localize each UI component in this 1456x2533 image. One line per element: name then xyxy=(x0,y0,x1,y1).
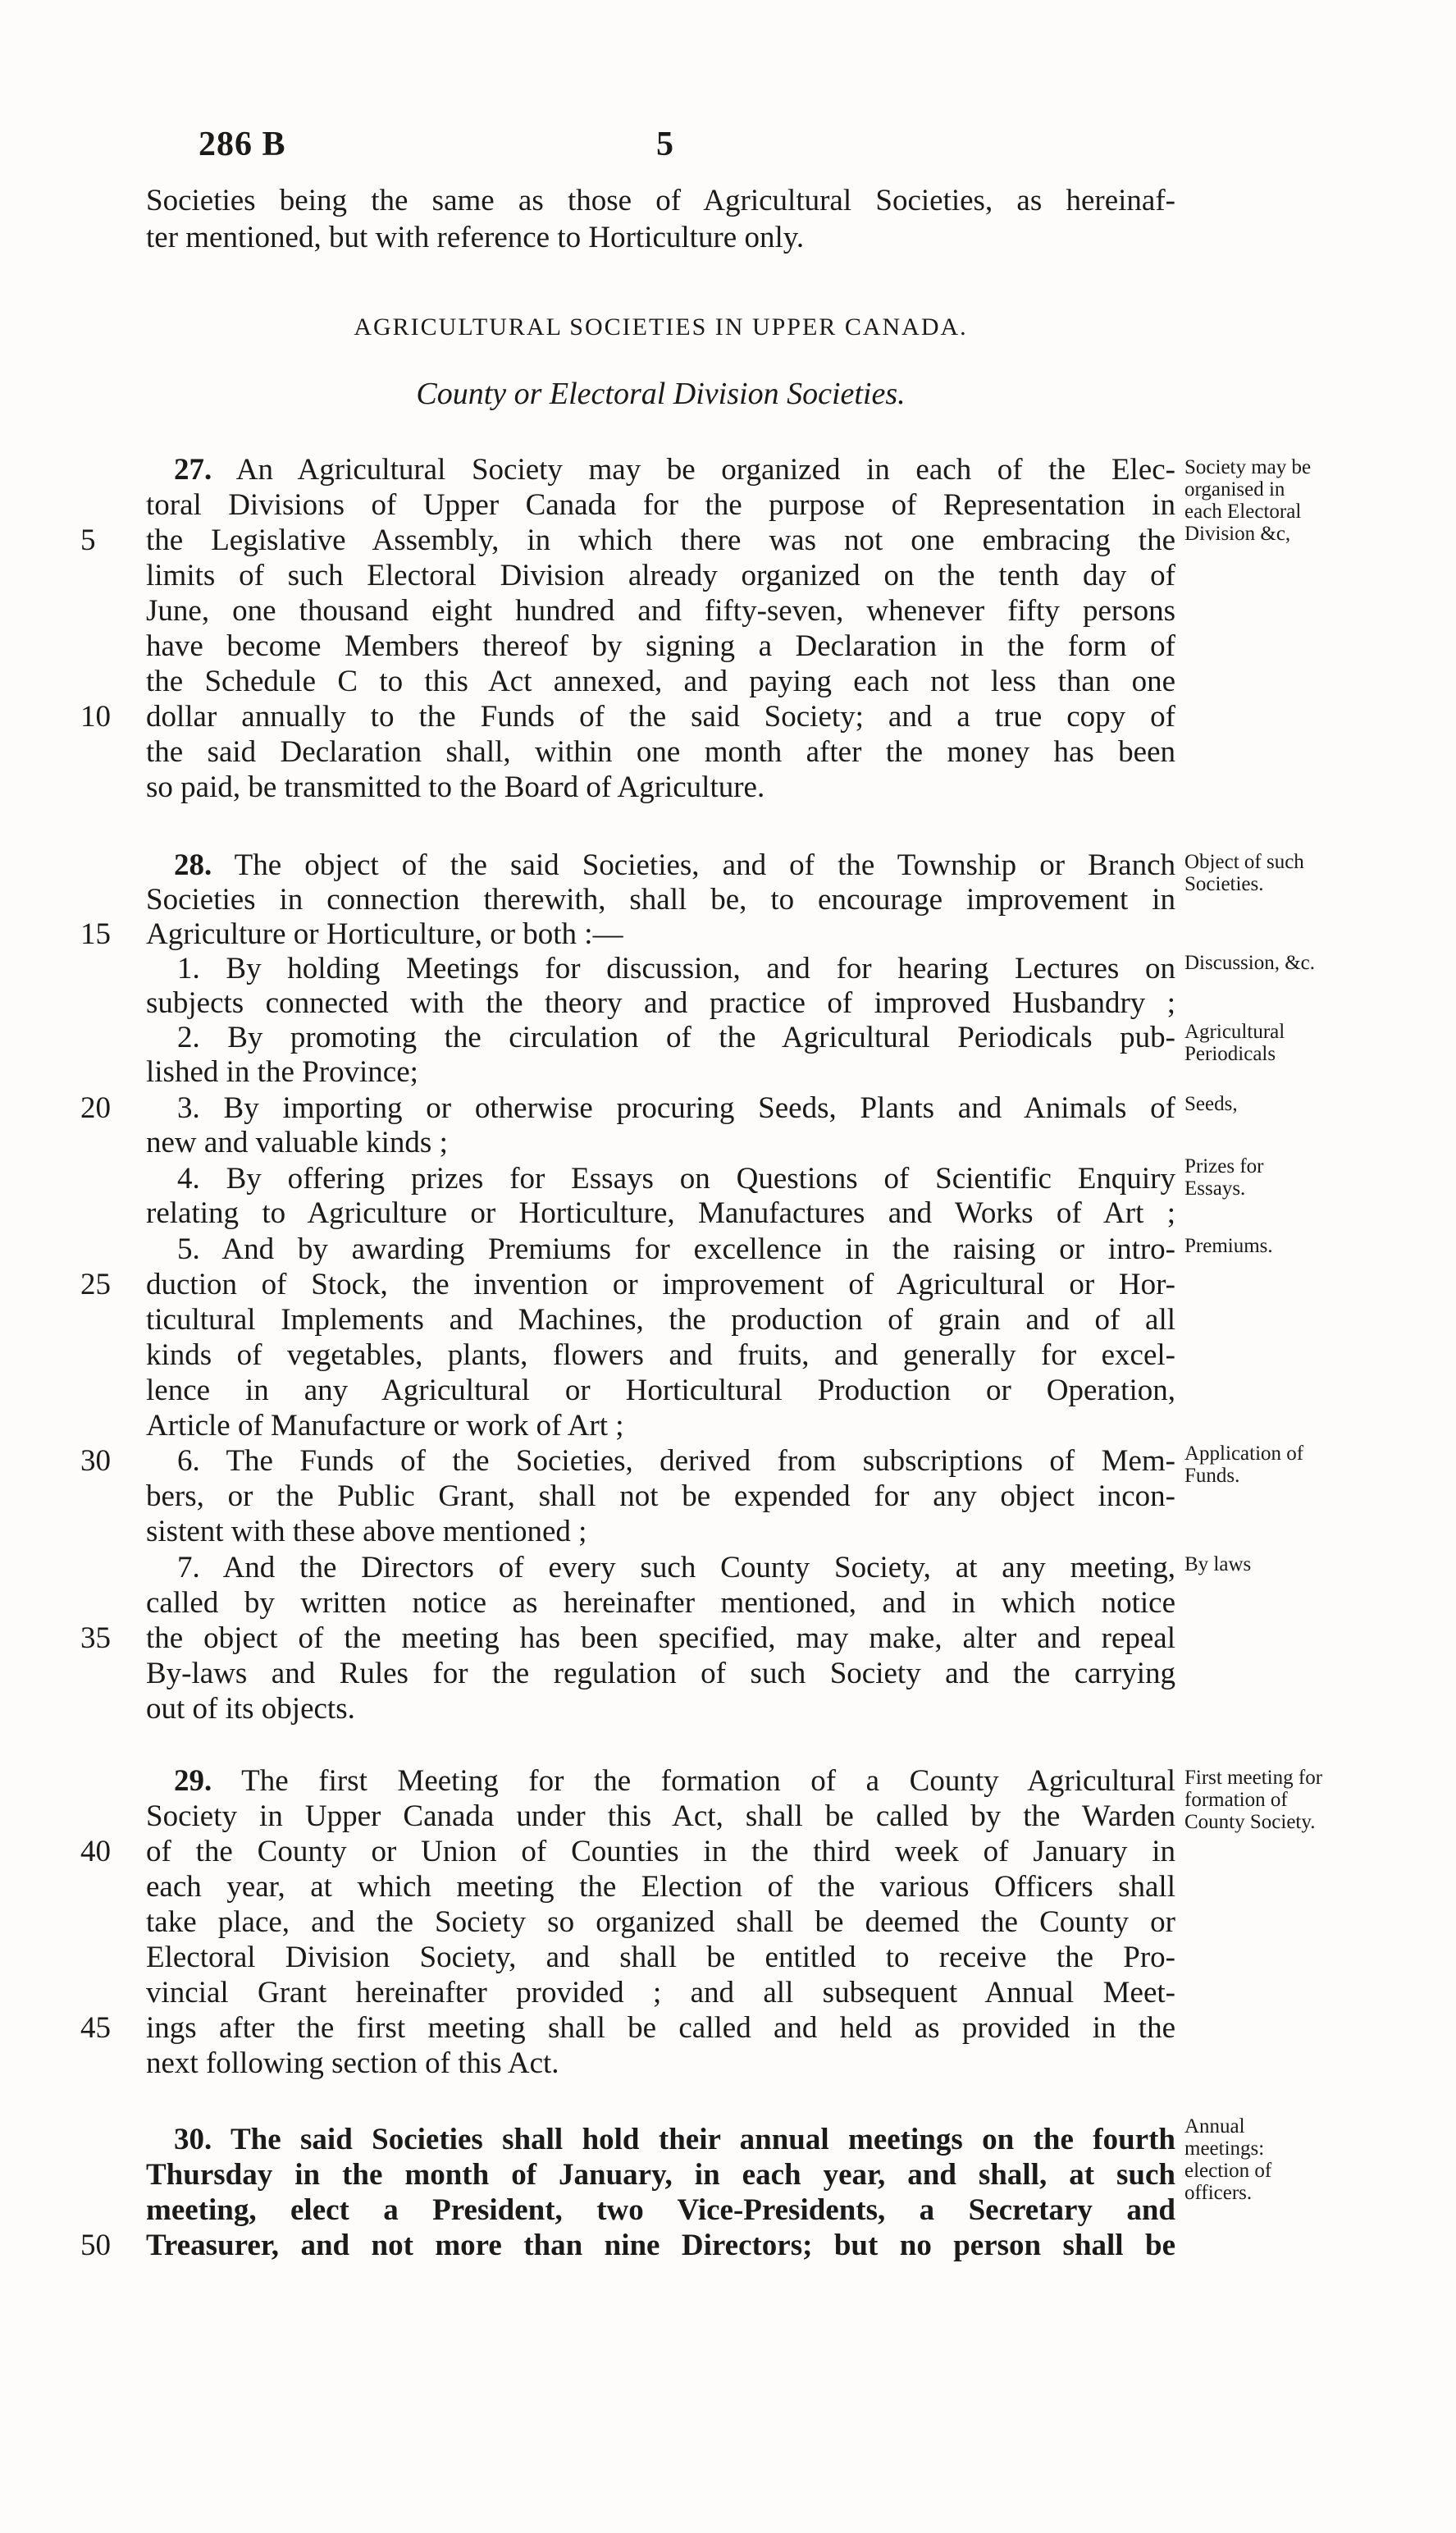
sec27-line: have become Members thereof by signing a Declaration in the form of xyxy=(146,629,1175,663)
line-number: 15 xyxy=(80,917,111,951)
line-number: 25 xyxy=(80,1268,111,1301)
sec28-line: 1. By holding Meetings for discussion, and for hearing Lectures on xyxy=(177,952,1175,985)
sec27-line: 27. An Agricultural Society may be organized in each of the Elec- xyxy=(174,453,1175,487)
sec27-line: June, one thousand eight hundred and fifty-seven, whenever fifty persons xyxy=(146,594,1175,628)
sec29-line: vincial Grant hereinafter provided ; and all subsequent Annual Meet- xyxy=(146,1976,1175,2009)
line-number: 35 xyxy=(80,1621,111,1655)
sec27-line: toral Divisions of Upper Canada for the purpose of Representation in xyxy=(146,488,1175,522)
sec27-number: 27. xyxy=(174,453,212,487)
page-number-left: 286 B xyxy=(199,126,286,163)
sec28-line: relating to Agriculture or Horticulture, Manufactures and Works of Art ; xyxy=(146,1196,1175,1230)
margin-note: Seeds, xyxy=(1184,1093,1238,1115)
sec28-line: kinds of vegetables, plants, flowers and fruits, and generally for excel- xyxy=(146,1338,1175,1372)
sec27-line: dollar annually to the Funds of the said Society; and a true copy of xyxy=(146,700,1175,734)
sec29-line: next following section of this Act. xyxy=(146,2046,559,2080)
sec29-line: ings after the first meeting shall be called and held as provided in the xyxy=(146,2011,1175,2045)
line-number: 20 xyxy=(80,1091,111,1125)
sec28-line: 7. And the Directors of every such County Society, at any meeting, xyxy=(177,1551,1175,1584)
line-number: 40 xyxy=(80,1835,111,1868)
sec28-line: Societies in connection therewith, shall be, to encourage improvement in xyxy=(146,883,1175,917)
sec30-line: 30. The said Societies shall hold their annual meetings on the fourth xyxy=(174,2123,1175,2156)
sec28-line: 5. And by awarding Premiums for excellence in the raising or intro- xyxy=(177,1232,1175,1266)
sec28-line: duction of Stock, the invention or improvement of Agricultural or Hor- xyxy=(146,1268,1175,1301)
line-number: 10 xyxy=(80,700,111,734)
intro-line: Societies being the same as those of Agricultural Societies, as hereinaf- xyxy=(146,184,1175,217)
sec27-line: the Schedule C to this Act annexed, and paying each not less than one xyxy=(146,665,1175,698)
sec28-line: sistent with these above mentioned ; xyxy=(146,1515,587,1548)
margin-note: Annual meetings: election of officers. xyxy=(1184,2115,1272,2204)
sec28-line: 6. The Funds of the Societies, derived from subscriptions of Mem- xyxy=(177,1444,1175,1478)
sec28-line: 28. The object of the said Societies, and of the Township or Branch xyxy=(174,848,1175,882)
page-number-center: 5 xyxy=(656,126,674,163)
sec28-line: ticultural Implements and Machines, the production of grain and of all xyxy=(146,1303,1175,1337)
sec28-line: 3. By importing or otherwise procuring Seeds, Plants and Animals of xyxy=(177,1091,1175,1125)
margin-note: Application of Funds. xyxy=(1184,1443,1304,1487)
sec28-line: subjects connected with the theory and practice of improved Husbandry ; xyxy=(146,986,1175,1020)
sec29-line: each year, at which meeting the Election of the various Officers shall xyxy=(146,1870,1175,1904)
sec27-line: so paid, be transmitted to the Board of Agriculture. xyxy=(146,770,765,804)
sec28-line: the object of the meeting has been specified, may make, alter and repeal xyxy=(146,1621,1175,1655)
line-number: 50 xyxy=(80,2229,111,2262)
line-number: 45 xyxy=(80,2011,111,2045)
intro-line: ter mentioned, but with reference to Horticulture only. xyxy=(146,221,805,254)
margin-note: By laws xyxy=(1184,1553,1252,1575)
sec30-line: Thursday in the month of January, in each year, and shall, at such xyxy=(146,2158,1175,2192)
line-number: 30 xyxy=(80,1444,111,1478)
subsection-heading: County or Electoral Division Societies. xyxy=(416,377,906,411)
sec29-number: 29. xyxy=(174,1764,212,1798)
sec27-line: the said Declaration shall, within one month after the money has been xyxy=(146,735,1175,769)
sec28-line: Agriculture or Horticulture, or both :— xyxy=(146,917,623,951)
margin-note: First meeting for formation of County Society. xyxy=(1184,1767,1323,1833)
sec28-number: 28. xyxy=(174,848,212,882)
sec29-line: of the County or Union of Counties in the third week of January in xyxy=(146,1835,1175,1868)
sec29-line: Society in Upper Canada under this Act, shall be called by the Warden xyxy=(146,1799,1175,1833)
sec29-line: 29. The first Meeting for the formation of a County Agricultural xyxy=(174,1764,1175,1798)
margin-note: Premiums. xyxy=(1184,1235,1273,1257)
sec28-line: Article of Manufacture or work of Art ; xyxy=(146,1409,624,1443)
sec28-line: called by written notice as hereinafter mentioned, and in which notice xyxy=(146,1586,1175,1620)
sec28-line: lence in any Agricultural or Horticultural Production or Operation, xyxy=(146,1374,1175,1407)
sec29-line: Electoral Division Society, and shall be entitled to receive the Pro- xyxy=(146,1941,1175,1974)
margin-note: Agricultural Periodicals xyxy=(1184,1021,1285,1065)
sec27-line: limits of such Electoral Division already organized on the tenth day of xyxy=(146,559,1175,592)
sec28-line: new and valuable kinds ; xyxy=(146,1126,448,1159)
sec28-line: out of its objects. xyxy=(146,1692,355,1726)
sec30-line: meeting, elect a President, two Vice-Presidents, a Secretary and xyxy=(146,2193,1175,2227)
sec28-line: bers, or the Public Grant, shall not be expended for any object incon- xyxy=(146,1479,1175,1513)
sec28-line: 4. By offering prizes for Essays on Questions of Scientific Enquiry xyxy=(177,1162,1175,1196)
margin-note: Discussion, &c. xyxy=(1184,952,1316,974)
line-number: 5 xyxy=(80,524,96,557)
margin-note: Prizes for Essays. xyxy=(1184,1155,1264,1200)
margin-note: Society may be organised in each Electoral Division &c, xyxy=(1184,456,1312,545)
sec28-line: By-laws and Rules for the regulation of such Society and the carrying xyxy=(146,1657,1175,1690)
sec30-number: 30. xyxy=(174,2123,212,2156)
sec28-line: lished in the Province; xyxy=(146,1055,418,1089)
section-heading: AGRICULTURAL SOCIETIES IN UPPER CANADA. xyxy=(354,313,968,341)
sec27-line: the Legislative Assembly, in which there was not one embracing the xyxy=(146,524,1175,557)
sec28-line: 2. By promoting the circulation of the Agricultural Periodicals pub- xyxy=(177,1021,1175,1054)
sec29-line: take place, and the Society so organized shall be deemed the County or xyxy=(146,1905,1175,1939)
sec30-line: Treasurer, and not more than nine Directors; but no person shall be xyxy=(146,2229,1175,2262)
margin-note: Object of such Societies. xyxy=(1184,851,1304,895)
